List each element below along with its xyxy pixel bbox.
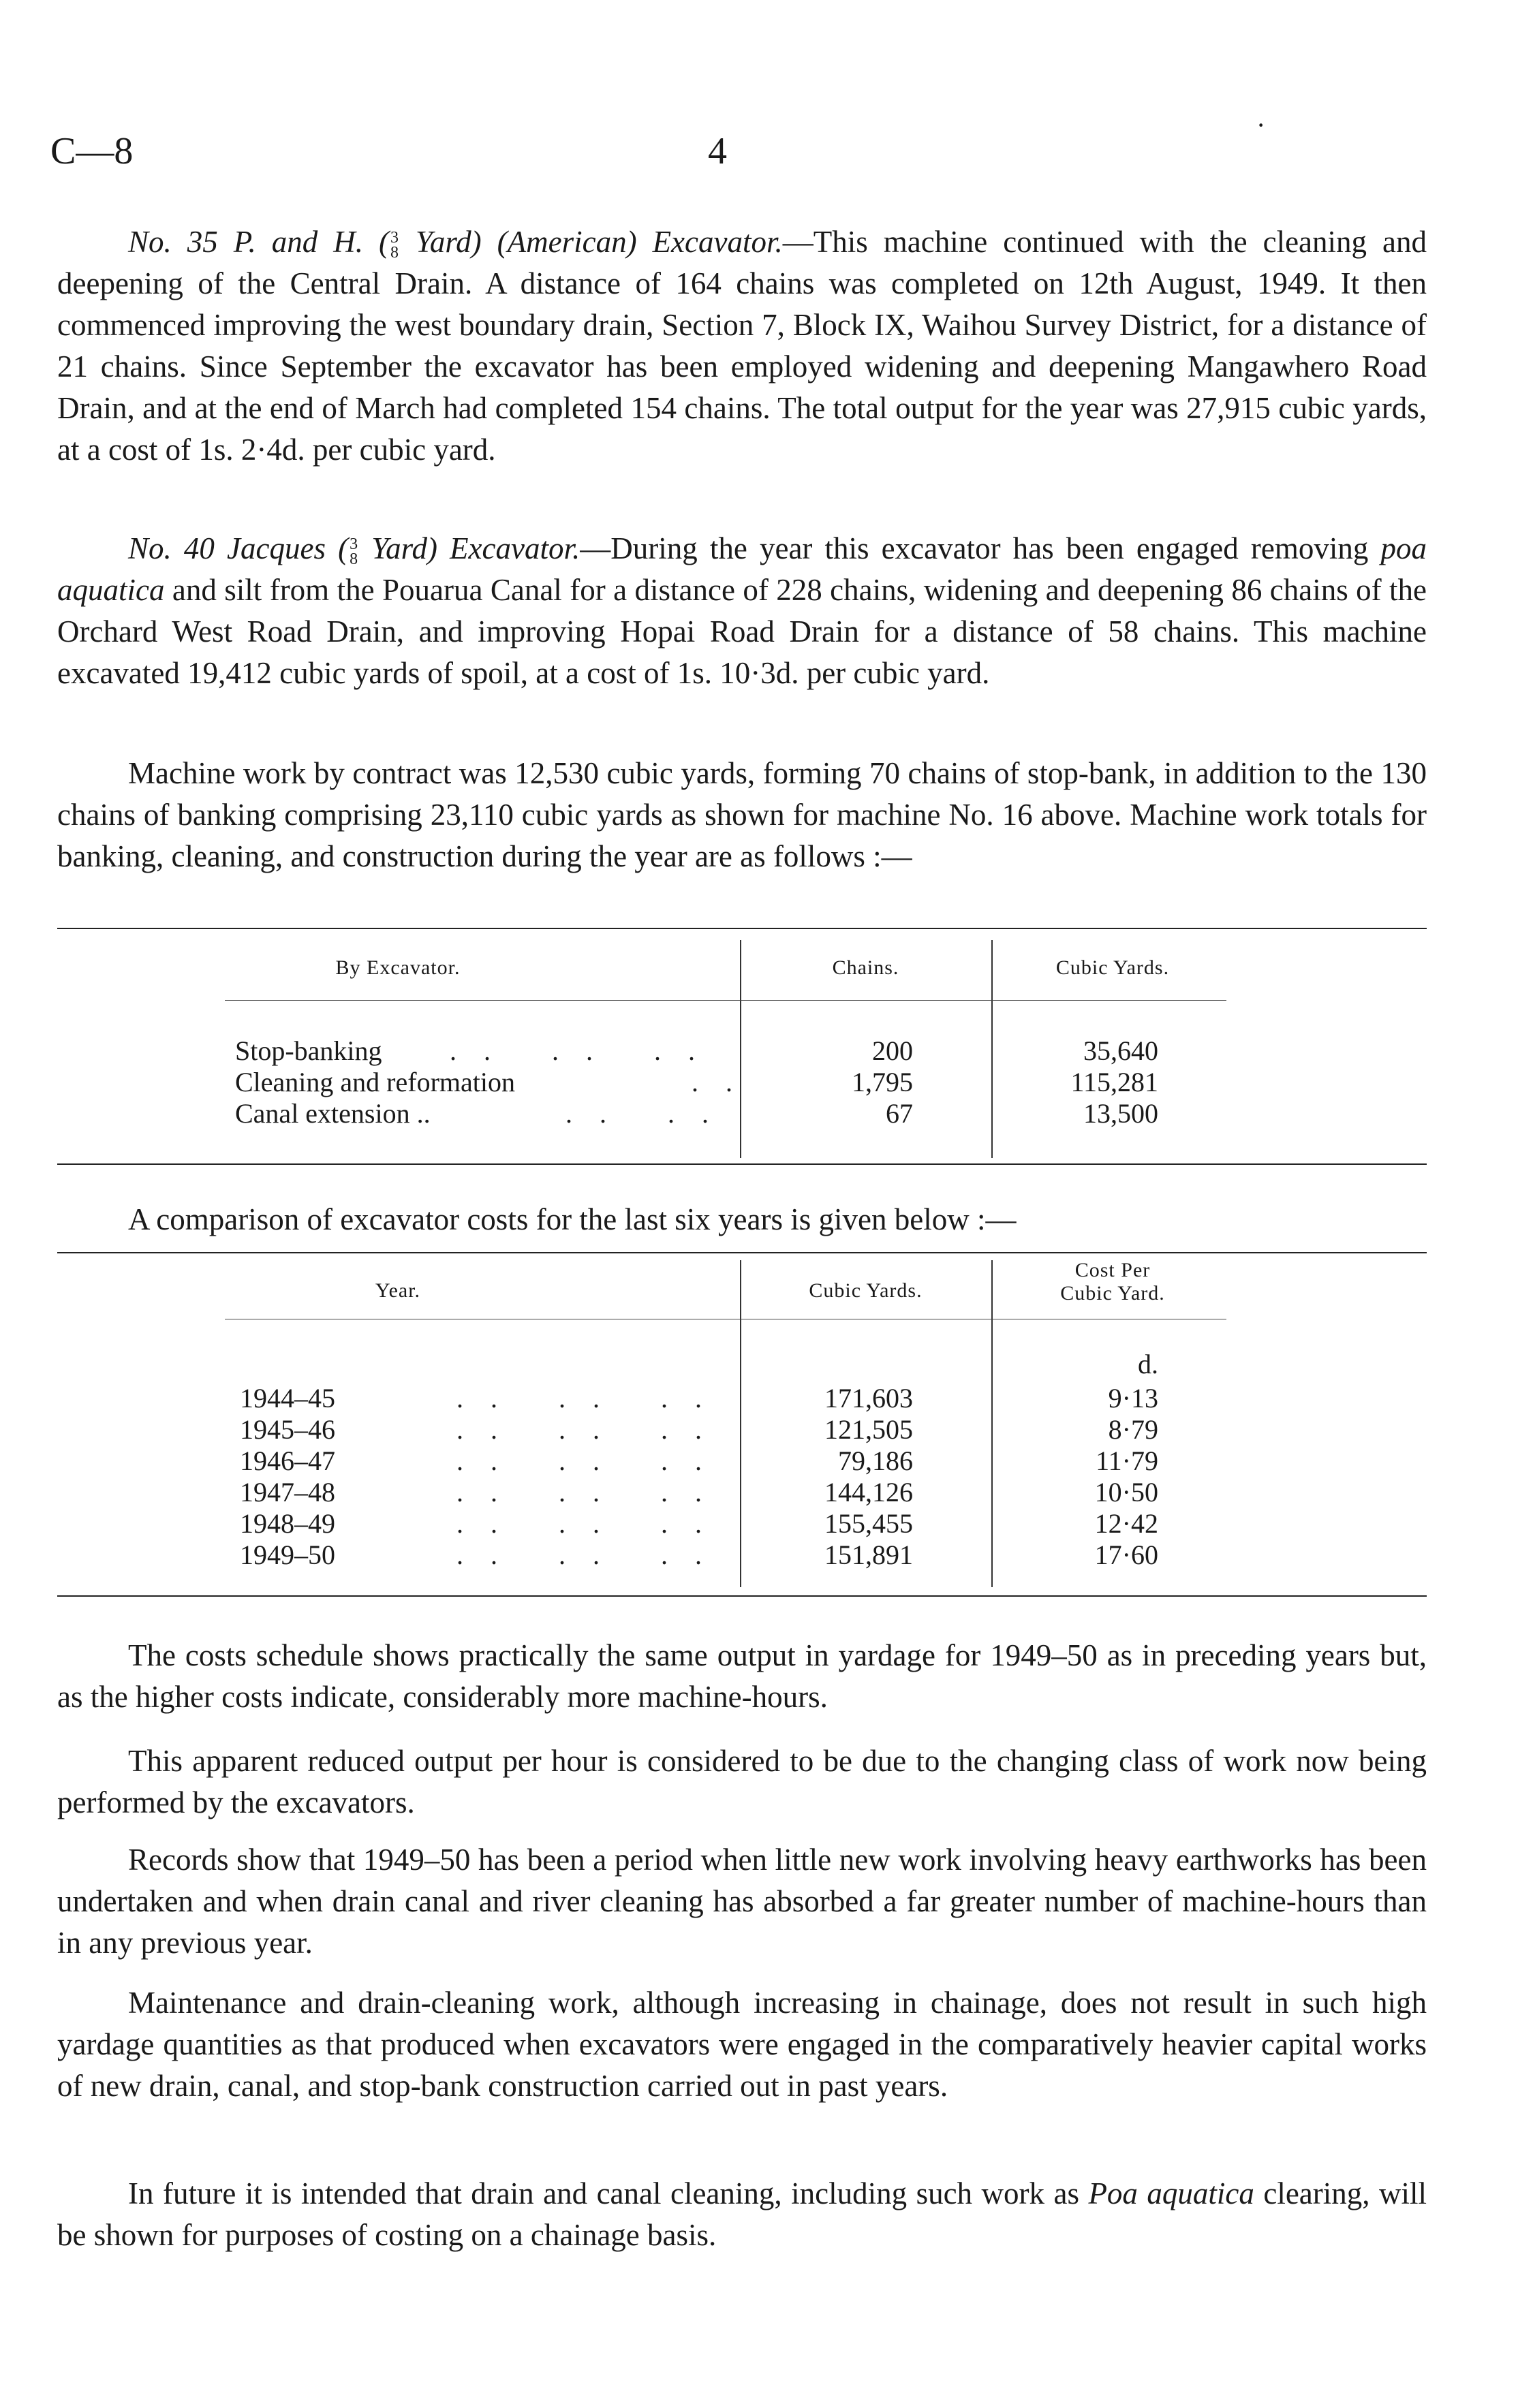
dot-leader: .. .. .. bbox=[456, 1383, 729, 1413]
table1-bottom-rule bbox=[57, 1163, 1427, 1165]
dot-leader: .. .. .. bbox=[450, 1035, 722, 1066]
cost-unit: d. bbox=[1138, 1349, 1158, 1379]
paragraph-contract-work: Machine work by contract was 12,530 cubic yards, forming 70 chains of stop-bank, in addition to the 130 chains of banking comprising 23,110 cubic yards as shown for machine No. 16 above. Machine work totals for banking, cleaning, and construction during the year are as follows :— bbox=[57, 756, 1427, 873]
table1-top-rule bbox=[57, 928, 1427, 929]
paragraph-maintenance: Maintenance and drain-cleaning work, although increasing in chainage, does not result in such high yardage quantities as that produced when excavators were engaged in the comparatively heavier capital works of new drain, canal, and stop-bank construction carried out in past years. bbox=[57, 1986, 1427, 2103]
paragraph-comparison-intro: A comparison of excavator costs for the last six years is given below :— bbox=[128, 1202, 1017, 1236]
dot-leader: .. .. .. bbox=[456, 1445, 729, 1476]
table-row: 1945–46 bbox=[240, 1414, 335, 1445]
table-row: Stop-banking bbox=[235, 1035, 382, 1066]
para1-lead: No. 35 P. and H. ( bbox=[128, 225, 389, 259]
paragraph-excavator-35 bbox=[57, 221, 1427, 471]
table-row: 1947–48 bbox=[240, 1477, 335, 1507]
para9-italic: Poa aquatica bbox=[1088, 2176, 1254, 2210]
paragraph-records: Records show that 1949–50 has been a period when little new work involving heavy earthworks has been undertaken and when drain canal and river cleaning has absorbed a far greater number of machine-hours than in any previous year. bbox=[57, 1843, 1427, 1960]
para2-italic: poa aquatica bbox=[57, 531, 1427, 607]
para2-text-b: and silt from the Pouarua Canal for a distance of 228 chains, widening and deepening 86 chains of the Orchard West Road Drain, and improving Hopai Road Drain for a distance of 58 chains. This machine excavated 19,412 cubic yards of spoil, at a cost of 1s. 10·3d. per cubic yard. bbox=[57, 573, 1427, 690]
dot-leader: .. .. .. bbox=[456, 1414, 729, 1445]
table2-header-year: Year. bbox=[375, 1279, 421, 1302]
page-mark: · bbox=[1256, 110, 1266, 140]
table-row: 1946–47 bbox=[240, 1445, 335, 1476]
dot-leader: .. bbox=[692, 1067, 760, 1097]
para2-lead: No. 40 Jacques ( bbox=[128, 531, 349, 565]
table-row: Canal extension .. bbox=[235, 1098, 431, 1129]
para2-lead2: Yard) Excavator. bbox=[359, 531, 580, 565]
paragraph-costs-schedule: The costs schedule shows practically the same output in yardage for 1949–50 as in preceding years but, as the higher costs indicate, considerably more machine-hours. bbox=[57, 1638, 1427, 1714]
fraction: 3 8 bbox=[350, 535, 358, 568]
fraction: 3 8 bbox=[390, 228, 399, 262]
paragraph-reduced-output: This apparent reduced output per hour is considered to be due to the changing class of work now being performed by the excavators. bbox=[57, 1744, 1427, 1819]
para1-lead2: Yard) (American) Excavator. bbox=[399, 225, 783, 259]
document-page: C—8 4 · No. 35 P. and H. ( 3 8 Yard) (American) Excavator.—This machine continued with the cleaning and deepening of the Central Drain. A distance of 164 chains was completed on 12th August, 1949. It then commenced improving the west boundary drain, Section 7, Block IX, Waihou Survey District, for a distance of 21 chains. Since September the excavator has been employed widening and deepening Mangawhero Road Drain, and at the end of March had completed 154 chains. The total output for the year was 27,915 cubic yards, at a cost of 1s. 2·4d. per cubic yard. No. 40 Jacques ( 3 8 Yard) Excavator.—During the year this excavator has been engaged removing poa aquatica and silt from the Pouarua Canal for a distance of 228 chains, widening and deepening 86 chains of the Orchard West Road Drain, and improving Hopai Road Drain for a distance of 58 chains. This machine excavated 19,412 cubic yards of spoil, at a cost of 1s. 10·3d. per cubic yard. Machine work by contract was 12,530 cubic yards, forming 70 chains of stop-bank, in addition to the 130 chains of banking comprising 23,110 cubic yards as shown for machine No. 16 above. Machine work totals for banking, cleaning, and construction during the year are as follows :— By Excavator. Chains. Cubic Yards. Stop-banking .. .. .. 200 35,640 Cleaning and reformation .. 1,795 115,281 Canal extension .. .. .. 67 13,500 A comparison of excavator costs for the last six years is given below :— Year. Cubic Yards. Cost Per Cubic Yard. d. 1944–45 .. .. .. 171,603 9·13 1945–46 .. .. .. 121,505 8·79 1946–47 .. .. .. 79,186 11·79 1947–48 .. .. .. 144,126 10·50 1948–49 .. .. .. 155,455 12·42 1949–50 .. .. .. 151,891 17·60 The costs schedule shows practically the same output in yardage for 1949–50 as in preceding years but, as the higher costs indicate, considerably more machine-hours. This apparent reduced output per hour is considered to be due to the changing class of work now being performed by the excavators. Records show that 1949–50 has been a period when little new work involving heavy earthworks has been undertaken and when drain canal and river cleaning has absorbed a far greater number of machine-hours than in any previous year. Maintenance and drain-cleaning work, although increasing in chainage, does not result in such high yardage quantities as that produced when excavators were engaged in the comparatively heavier capital works of new drain, canal, and stop-bank construction carried out in past years. In future it is intended that drain and canal cleaning, including such work as Poa aquatica clearing, will be shown for purposes of costing on a chainage basis. bbox=[0, 0, 1518, 2408]
para1-text: —This machine continued with the cleaning and deepening of the Central Drain. A distance of 164 chains was completed on 12th August, 1949. It then commenced improving the west boundary drain, Section 7, Block IX, Waihou Survey District, for a distance of 21 chains. Since September the excavator has been employed widening and deepening Mangawhero Road Drain, and at the end of March had completed 154 chains. The total output for the year was 27,915 cubic yards, at a cost of 1s. 2·4d. per cubic yard. bbox=[57, 225, 1427, 467]
table2-header-cubic: Cubic Yards. bbox=[809, 1279, 923, 1302]
table2-top-rule bbox=[57, 1252, 1427, 1253]
table1-header-excavator: By Excavator. bbox=[335, 956, 461, 979]
table-row: 1949–50 bbox=[240, 1539, 335, 1570]
dot-leader: .. .. .. bbox=[456, 1508, 729, 1539]
dot-leader: .. .. .. bbox=[456, 1539, 729, 1570]
table-row: 1944–45 bbox=[240, 1383, 335, 1413]
table-row: 1948–49 bbox=[240, 1508, 335, 1539]
table2-header-cost: Cost Per Cubic Yard. bbox=[1060, 1259, 1165, 1304]
table1-header-chains: Chains. bbox=[832, 956, 899, 979]
paragraph-excavator-40 bbox=[57, 528, 1427, 694]
page-header bbox=[50, 110, 1436, 184]
dot-leader: .. .. .. bbox=[456, 1477, 729, 1507]
table-row: Cleaning and reformation bbox=[235, 1067, 515, 1097]
dot-leader: .. .. bbox=[566, 1098, 736, 1129]
table2-bottom-rule bbox=[57, 1595, 1427, 1597]
para2-text-a: —During the year this excavator has been engaged removing bbox=[580, 531, 1381, 565]
page-number: 4 bbox=[708, 130, 727, 172]
table1-header-cubic: Cubic Yards. bbox=[1055, 956, 1170, 979]
report-reference: C—8 bbox=[50, 130, 134, 172]
paragraph-future: In future it is intended that drain and canal cleaning, including such work as Poa aquatica clearing, will be shown for purposes of costing on a chainage basis. bbox=[57, 2176, 1427, 2252]
